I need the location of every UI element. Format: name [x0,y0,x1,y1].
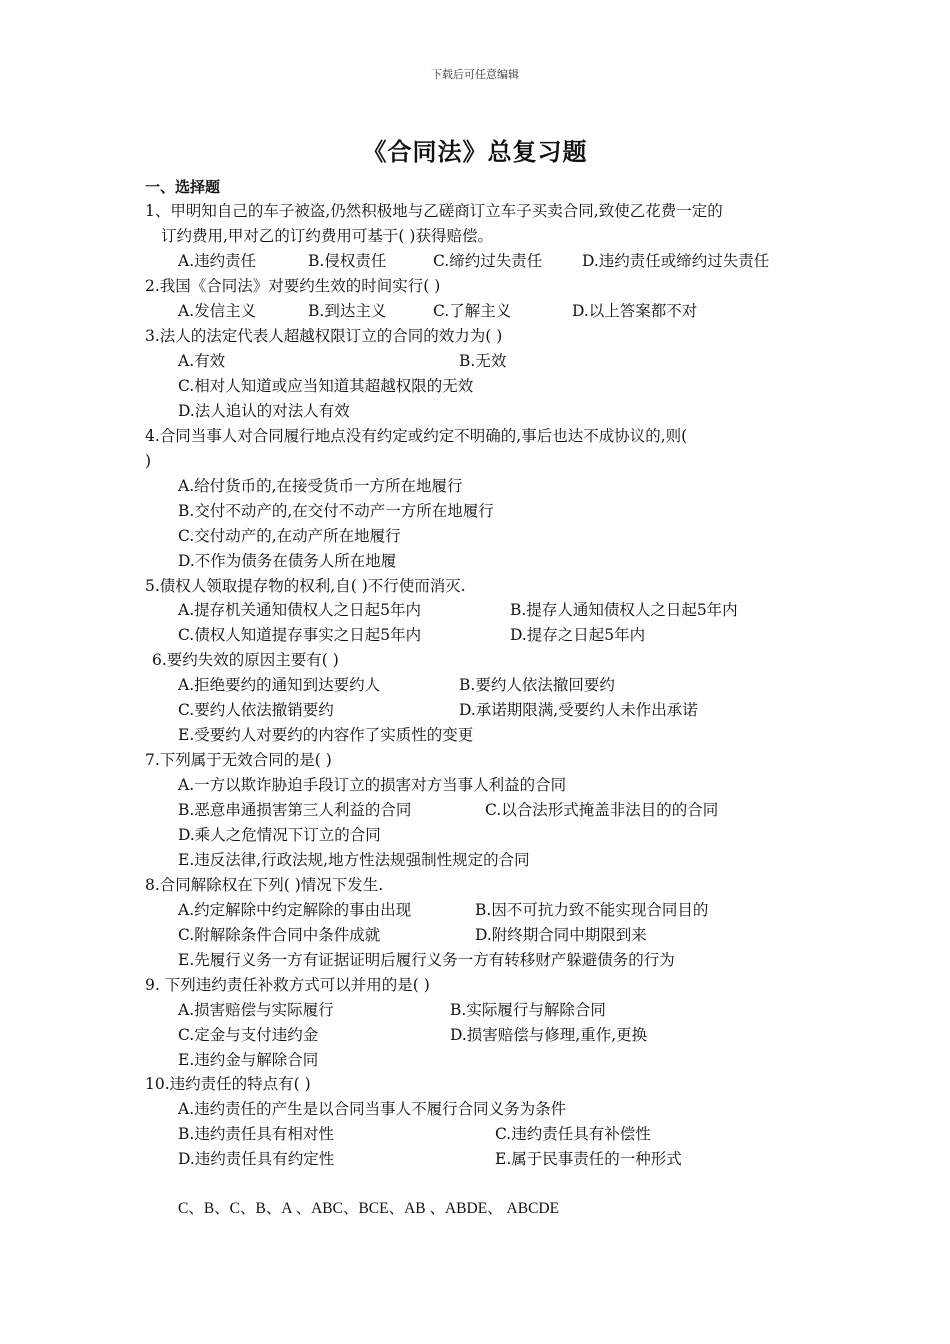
section-heading: 一、选择题 [145,178,221,196]
q5-option-d: D.提存之日起5年内 [510,626,646,644]
question-4-line-1: 4.合同当事人对合同履行地点没有约定或约定不明确的,事后也达不成协议的,则( [145,427,688,445]
q6-option-b: B.要约人依法撤回要约 [459,676,615,694]
q6-option-d: D.承诺期限满,受要约人未作出承诺 [459,701,698,719]
q5-option-c: C.债权人知道提存事实之日起5年内 [178,626,422,644]
q3-option-b: B.无效 [459,352,507,370]
q4-option-c: C.交付动产的,在动产所在地履行 [178,527,401,545]
question-7: 7.下列属于无效合同的是( ) [145,751,332,769]
question-4-line-2: ) [145,452,152,470]
q3-option-d: D.法人追认的对法人有效 [178,402,350,420]
document-title: 《合同法》总复习题 [362,137,588,166]
q2-option-b: B.到达主义 [308,302,387,320]
question-5: 5.债权人领取提存物的权利,自( )不行使而消灭. [145,577,466,595]
q6-option-e: E.受要约人对要约的内容作了实质性的变更 [178,726,474,744]
q10-option-a: A.违约责任的产生是以合同当事人不履行合同义务为条件 [178,1100,567,1118]
q9-option-a: A.损害赔偿与实际履行 [178,1001,334,1019]
q9-option-e: E.违约金与解除合同 [178,1051,319,1069]
q7-option-b: B.恶意串通损害第三人利益的合同 [178,801,412,819]
q4-option-a: A.给付货币的,在接受货币一方所在地履行 [178,477,463,495]
answer-key: C、B、C、B、A 、ABC、BCE、AB 、ABDE、 ABCDE [178,1200,560,1217]
question-2: 2.我国《合同法》对要约生效的时间实行( ) [145,277,441,295]
q8-option-d: D.附终期合同中期限到来 [475,926,647,944]
q7-option-a: A.一方以欺诈胁迫手段订立的损害对方当事人利益的合同 [178,776,567,794]
question-6: 6.要约失效的原因主要有( ) [152,651,339,669]
q9-option-b: B.实际履行与解除合同 [450,1001,606,1019]
q4-option-b: B.交付不动产的,在交付不动产一方所在地履行 [178,502,494,520]
question-9: 9. 下列违约责任补救方式可以并用的是( ) [145,976,430,994]
q1-option-b: B.侵权责任 [308,252,387,270]
q3-option-c: C.相对人知道或应当知道其超越权限的无效 [178,377,474,395]
q7-option-c: C.以合法形式掩盖非法目的的合同 [485,801,719,819]
question-1-line-2: 订约费用,甲对乙的订约费用可基于( )获得赔偿。 [161,227,493,245]
q1-option-c: C.缔约过失责任 [433,252,543,270]
question-3: 3.法人的法定代表人超越权限订立的合同的效力为( ) [145,327,503,345]
q8-option-e: E.先履行义务一方有证据证明后履行义务一方有转移财产躲避债务的行为 [178,951,675,969]
q4-option-d: D.不作为债务在债务人所在地履 [178,552,397,570]
q2-option-c: C.了解主义 [433,302,512,320]
q1-option-a: A.违约责任 [178,252,257,270]
q10-option-b: B.违约责任具有相对性 [178,1125,334,1143]
q6-option-a: A.拒绝要约的通知到达要约人 [178,676,381,694]
q2-option-a: A.发信主义 [178,302,257,320]
q9-option-d: D.损害赔偿与修理,重作,更换 [450,1026,648,1044]
q8-option-a: A.约定解除中约定解除的事由出现 [178,901,412,919]
q1-option-d: D.违约责任或缔约过失责任 [582,252,770,270]
question-8: 8.合同解除权在下列( )情况下发生. [145,876,384,894]
q9-option-c: C.定金与支付违约金 [178,1026,319,1044]
header-note: 下载后可任意编辑 [431,68,519,81]
q5-option-a: A.提存机关通知债权人之日起5年内 [178,601,421,619]
q7-option-d: D.乘人之危情况下订立的合同 [178,826,381,844]
q8-option-b: B.因不可抗力致不能实现合同目的 [475,901,709,919]
q8-option-c: C.附解除条件合同中条件成就 [178,926,381,944]
question-1-line-1: 1、甲明知自己的车子被盗,仍然积极地与乙磋商订立车子买卖合同,致使乙花费一定的 [145,202,723,220]
q5-option-b: B.提存人通知债权人之日起5年内 [510,601,738,619]
q6-option-c: C.要约人依法撤销要约 [178,701,334,719]
q3-option-a: A.有效 [178,352,226,370]
question-10: 10.违约责任的特点有( ) [145,1075,311,1093]
q7-option-e: E.违反法律,行政法规,地方性法规强制性规定的合同 [178,851,530,869]
q10-option-e: E.属于民事责任的一种形式 [495,1150,682,1168]
q10-option-c: C.违约责任具有补偿性 [495,1125,651,1143]
q10-option-d: D.违约责任具有约定性 [178,1150,335,1168]
q2-option-d: D.以上答案都不对 [572,302,698,320]
